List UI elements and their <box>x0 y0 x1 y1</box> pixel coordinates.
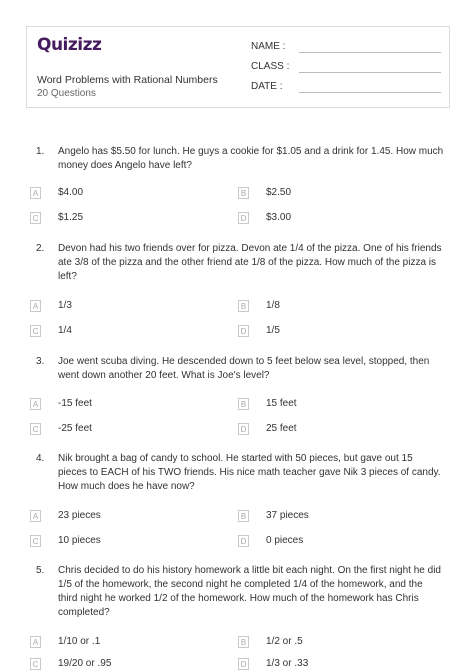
option-letter: C <box>30 658 41 670</box>
option-value: 1/3 or .33 <box>266 658 309 669</box>
date-line <box>299 92 441 93</box>
option-letter: B <box>238 636 249 648</box>
option-letter: D <box>238 535 249 547</box>
option-value: 1/3 <box>58 300 72 311</box>
option-value: $1.25 <box>58 212 84 223</box>
option-letter: D <box>238 423 249 435</box>
worksheet-header <box>26 26 450 108</box>
question-number: 5. <box>36 565 45 576</box>
option-letter: A <box>30 300 41 312</box>
option-letter: A <box>30 187 41 199</box>
option-letter: A <box>30 636 41 648</box>
question-number: 3. <box>36 356 45 367</box>
option-value: 10 pieces <box>58 535 101 546</box>
question-text: Devon had his two friends over for pizza. Devon ate 1/4 of the pizza. One of his friends ate 3/8 of the pizza and the other friend ate 1/8 of the pizza. How much of the pizza is left? <box>58 243 442 282</box>
option-letter: A <box>30 510 41 522</box>
option-value: 23 pieces <box>58 510 101 521</box>
option-value: 0 pieces <box>266 535 304 546</box>
option-value: 1/10 or .1 <box>58 636 101 647</box>
option-letter: C <box>30 423 41 435</box>
option-letter: C <box>30 212 41 224</box>
option-letter: B <box>238 398 249 410</box>
option-value: 19/20 or .95 <box>58 658 112 669</box>
option-value: 15 feet <box>266 398 297 409</box>
option-letter: B <box>238 187 249 199</box>
question-text: Chris decided to do his history homework a little bit each night. On the first night he did 1/5 of the homework, the second night he completed 1/4 of the homework, and the third night he worked 1/2 of the homework. How much of the homework has Chris completed? <box>58 565 441 618</box>
option-letter: B <box>238 300 249 312</box>
question-number: 2. <box>36 243 45 254</box>
date-label: DATE : <box>251 81 283 92</box>
option-value: $4.00 <box>58 187 84 198</box>
option-value: -15 feet <box>58 398 92 409</box>
option-value: $3.00 <box>266 212 292 223</box>
question-number: 4. <box>36 453 45 464</box>
option-value: 1/5 <box>266 325 280 336</box>
class-field[interactable] <box>251 61 289 72</box>
option-value: 37 pieces <box>266 510 309 521</box>
option-letter: D <box>238 658 249 670</box>
option-value: $2.50 <box>266 187 292 198</box>
date-field[interactable] <box>251 81 282 92</box>
question-number: 1. <box>36 146 45 157</box>
question-text: Joe went scuba diving. He descended down to 5 feet below sea level, stopped, then went down another 20 feet. What is Joe's level? <box>58 356 430 381</box>
option-letter: D <box>238 325 249 337</box>
quizizz-logo: Quizizz <box>37 35 102 55</box>
option-value: 1/8 <box>266 300 280 311</box>
option-value: 1/4 <box>58 325 72 336</box>
class-line <box>299 72 441 73</box>
option-letter: C <box>30 325 41 337</box>
option-value: 1/2 or .5 <box>266 636 303 647</box>
question-count: 20 Questions <box>37 88 96 99</box>
name-label: NAME : <box>251 41 286 52</box>
option-letter: A <box>30 398 41 410</box>
class-label: CLASS : <box>251 61 290 72</box>
option-letter: C <box>30 535 41 547</box>
question-text: Nik brought a bag of candy to school. He started with 50 pieces, but gave out 15 pieces to EACH of his TWO friends. His nice math teacher gave Nik 3 pieces of candy. How much does he have now? <box>58 453 441 492</box>
option-value: 25 feet <box>266 423 297 434</box>
option-letter: D <box>238 212 249 224</box>
name-field[interactable] <box>251 41 285 52</box>
name-line <box>299 52 441 53</box>
question-text: Angelo has $5.50 for lunch. He guys a cookie for $1.05 and a drink for 1.45. How much money does Angelo have left? <box>58 146 444 171</box>
option-letter: B <box>238 510 249 522</box>
option-value: -25 feet <box>58 423 92 434</box>
worksheet-title: Word Problems with Rational Numbers <box>37 74 218 86</box>
